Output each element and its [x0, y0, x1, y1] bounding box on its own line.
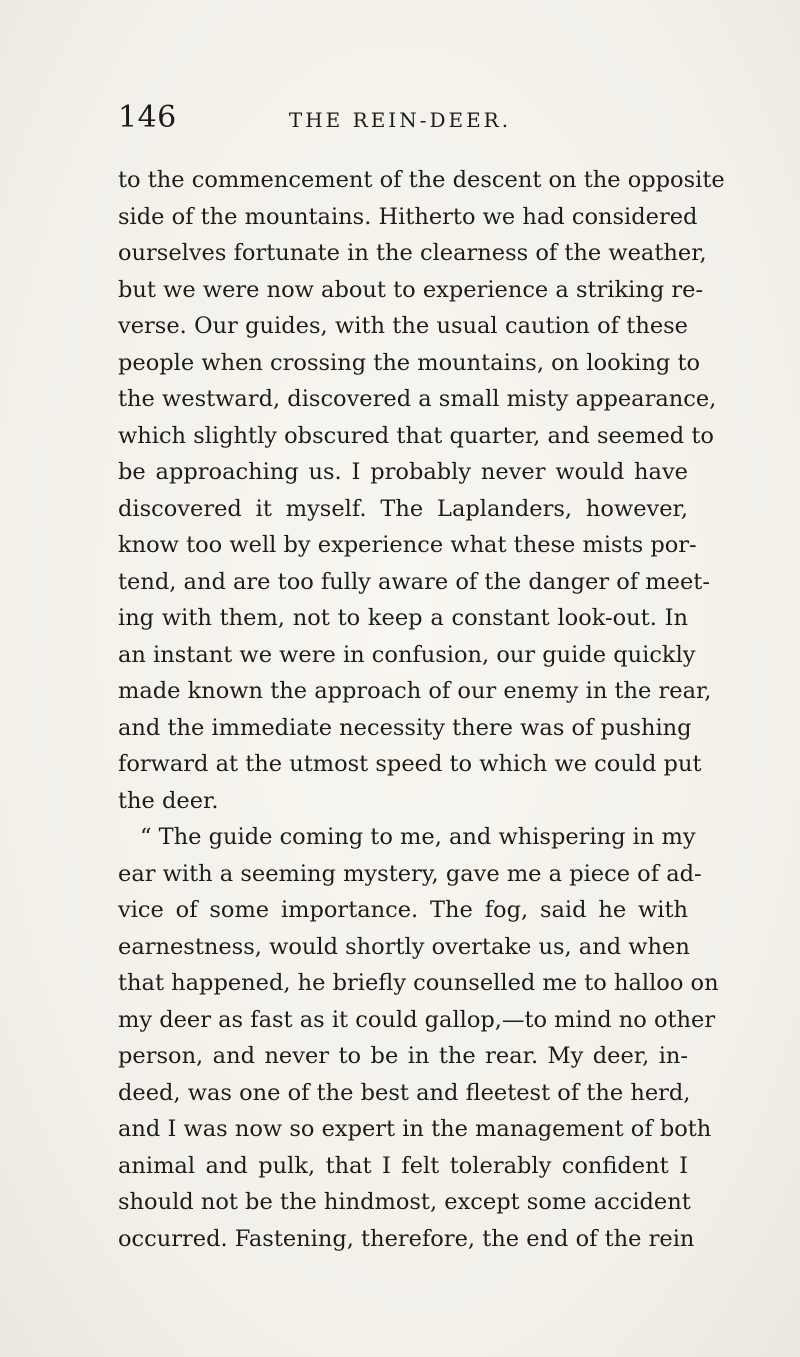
- paragraph: [118, 162, 725, 819]
- paragraph: [118, 819, 719, 1257]
- text-line: side of the mountains. Hitherto we had considered: [118, 203, 698, 230]
- text-line: “ The guide coming to me, and whispering in my: [140, 824, 696, 850]
- text-line: to the commencement of the descent on the opposite: [118, 167, 725, 193]
- text-line: ing with them, not to keep a constant look-out. In: [118, 605, 688, 631]
- text-line: know too well by experience what these mists por-: [118, 532, 697, 558]
- text-line: occurred. Fastening, therefore, the end of the rein: [118, 1225, 695, 1252]
- text-line: that happened, he briefly counselled me to halloo on: [118, 970, 719, 996]
- body-text: [118, 162, 725, 1257]
- text-line: animal and pulk, that I felt tolerably confident I: [118, 1152, 688, 1179]
- text-line: be approaching us. I probably never would have: [118, 459, 688, 485]
- text-line: person, and never to be in the rear. My deer, in-: [118, 1043, 688, 1069]
- text-line: tend, and are too fully aware of the danger of meet-: [118, 568, 710, 595]
- text-line: my deer as fast as it could gallop,—to mind no other: [118, 1006, 716, 1033]
- text-line: earnestness, would shortly overtake us, and when: [118, 933, 690, 960]
- page-number: 146: [118, 100, 177, 135]
- text-line: ear with a seeming mystery, gave me a piece of ad-: [118, 860, 702, 887]
- text-line: the westward, discovered a small misty appearance,: [118, 386, 717, 412]
- running-title: THE REIN-DEER.: [288, 108, 512, 132]
- text-line: verse. Our guides, with the usual caution of these: [118, 313, 688, 339]
- text-line: people when crossing the mountains, on looking to: [118, 349, 701, 376]
- text-line: an instant we were in confusion, our guide quickly: [118, 641, 696, 668]
- text-line: deed, was one of the best and fleetest of the herd,: [118, 1079, 691, 1106]
- text-line: and the immediate necessity there was of pushing: [118, 714, 692, 741]
- text-line: made known the approach of our enemy in the rear,: [118, 678, 712, 704]
- text-line: discovered it myself. The Laplanders, however,: [118, 495, 688, 522]
- text-line: forward at the utmost speed to which we could put: [118, 751, 702, 777]
- running-head: [118, 96, 682, 136]
- text-line: the deer.: [118, 787, 219, 814]
- text-line: ourselves fortunate in the clearness of the weather,: [118, 240, 707, 266]
- text-line: and I was now so expert in the management of both: [118, 1116, 712, 1142]
- text-line: should not be the hindmost, except some accident: [118, 1189, 691, 1215]
- text-line: but we were now about to experience a striking re-: [118, 276, 704, 303]
- text-line: which slightly obscured that quarter, and seemed to: [118, 422, 714, 449]
- text-line: vice of some importance. The fog, said he with: [118, 897, 688, 923]
